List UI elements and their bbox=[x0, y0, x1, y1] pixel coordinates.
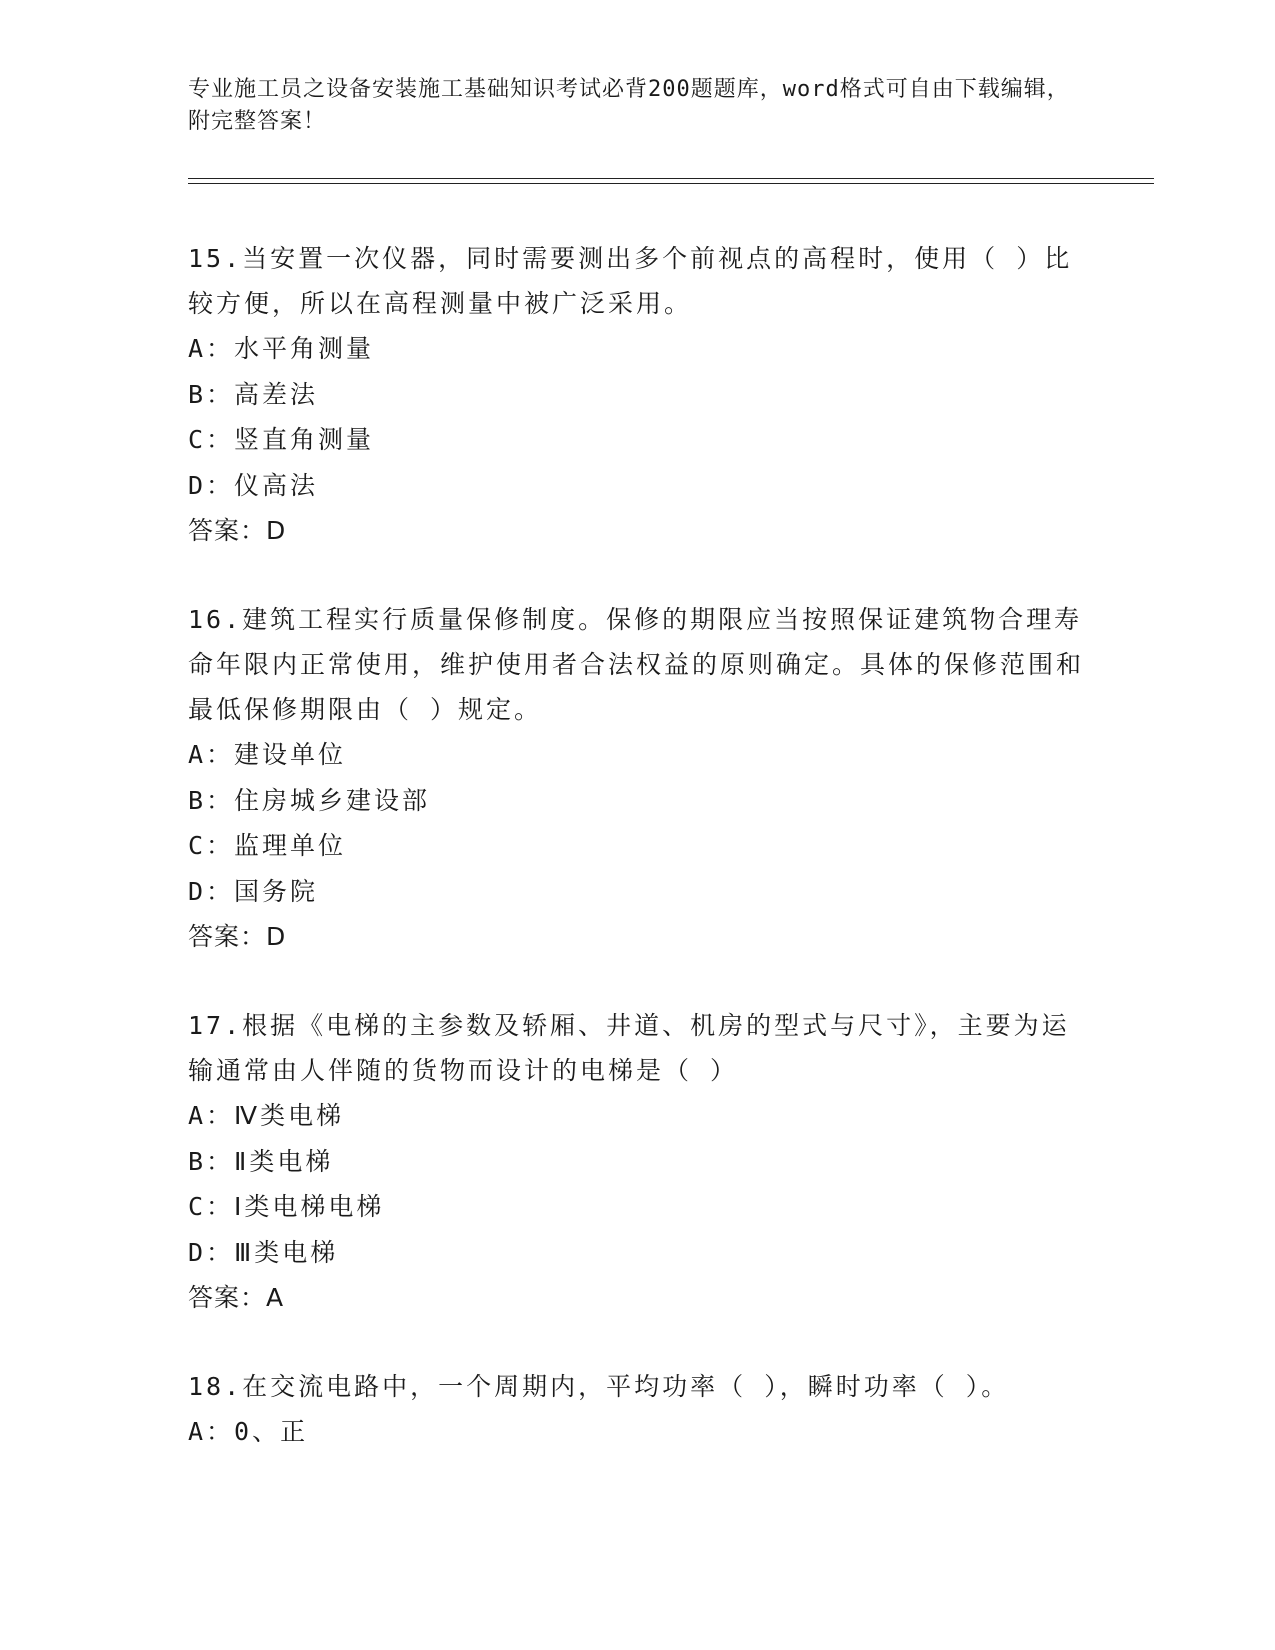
question-17 bbox=[188, 1003, 1088, 1320]
question-stem: 18.在交流电路中，一个周期内，平均功率（ ），瞬时功率（ ）。 bbox=[188, 1372, 1010, 1401]
answer-line: 答案：A bbox=[188, 1283, 285, 1312]
question-stem: 16.建筑工程实行质量保修制度。保修的期限应当按照保证建筑物合理寿命年限内正常使用，维护使用者合法权益的原则确定。具体的保修范围和最低保修期限由（ ）规定。 bbox=[188, 605, 1085, 724]
option-a: A：Ⅳ类电梯 bbox=[188, 1101, 345, 1130]
document-header: 专业施工员之设备安装施工基础知识考试必背200题题库，word格式可自由下载编辑，附完整答案！ bbox=[188, 77, 1070, 134]
option-d: D：仪高法 bbox=[188, 470, 319, 500]
option-c: C：监理单位 bbox=[188, 831, 347, 860]
option-d: D：国务院 bbox=[188, 876, 319, 906]
question-16 bbox=[188, 597, 1088, 959]
header-divider-top bbox=[188, 178, 1154, 179]
answer-line: 答案：D bbox=[188, 922, 287, 951]
option-b: B：高差法 bbox=[188, 379, 319, 409]
option-c: C：竖直角测量 bbox=[188, 425, 375, 454]
option-a: A：水平角测量 bbox=[188, 334, 375, 363]
option-c: C：Ⅰ类电梯电梯 bbox=[188, 1192, 385, 1221]
option-b: B：住房城乡建设部 bbox=[188, 785, 431, 815]
question-stem: 17.根据《电梯的主参数及轿厢、井道、机房的型式与尺寸》，主要为运输通常由人伴随的货物而设计的电梯是（ ） bbox=[188, 1011, 1070, 1085]
question-stem: 15.当安置一次仪器，同时需要测出多个前视点的高程时，使用（ ）比较方便，所以在高程测量中被广泛采用。 bbox=[188, 244, 1073, 318]
header-divider-bottom bbox=[188, 183, 1154, 184]
answer-line: 答案：D bbox=[188, 516, 287, 545]
option-b: B：Ⅱ类电梯 bbox=[188, 1146, 334, 1176]
option-a: A：建设单位 bbox=[188, 740, 347, 769]
option-d: D：Ⅲ类电梯 bbox=[188, 1237, 339, 1267]
question-list bbox=[188, 236, 1088, 1499]
question-15 bbox=[188, 236, 1088, 553]
option-a: A：0、正 bbox=[188, 1417, 309, 1446]
question-18 bbox=[188, 1364, 1088, 1455]
